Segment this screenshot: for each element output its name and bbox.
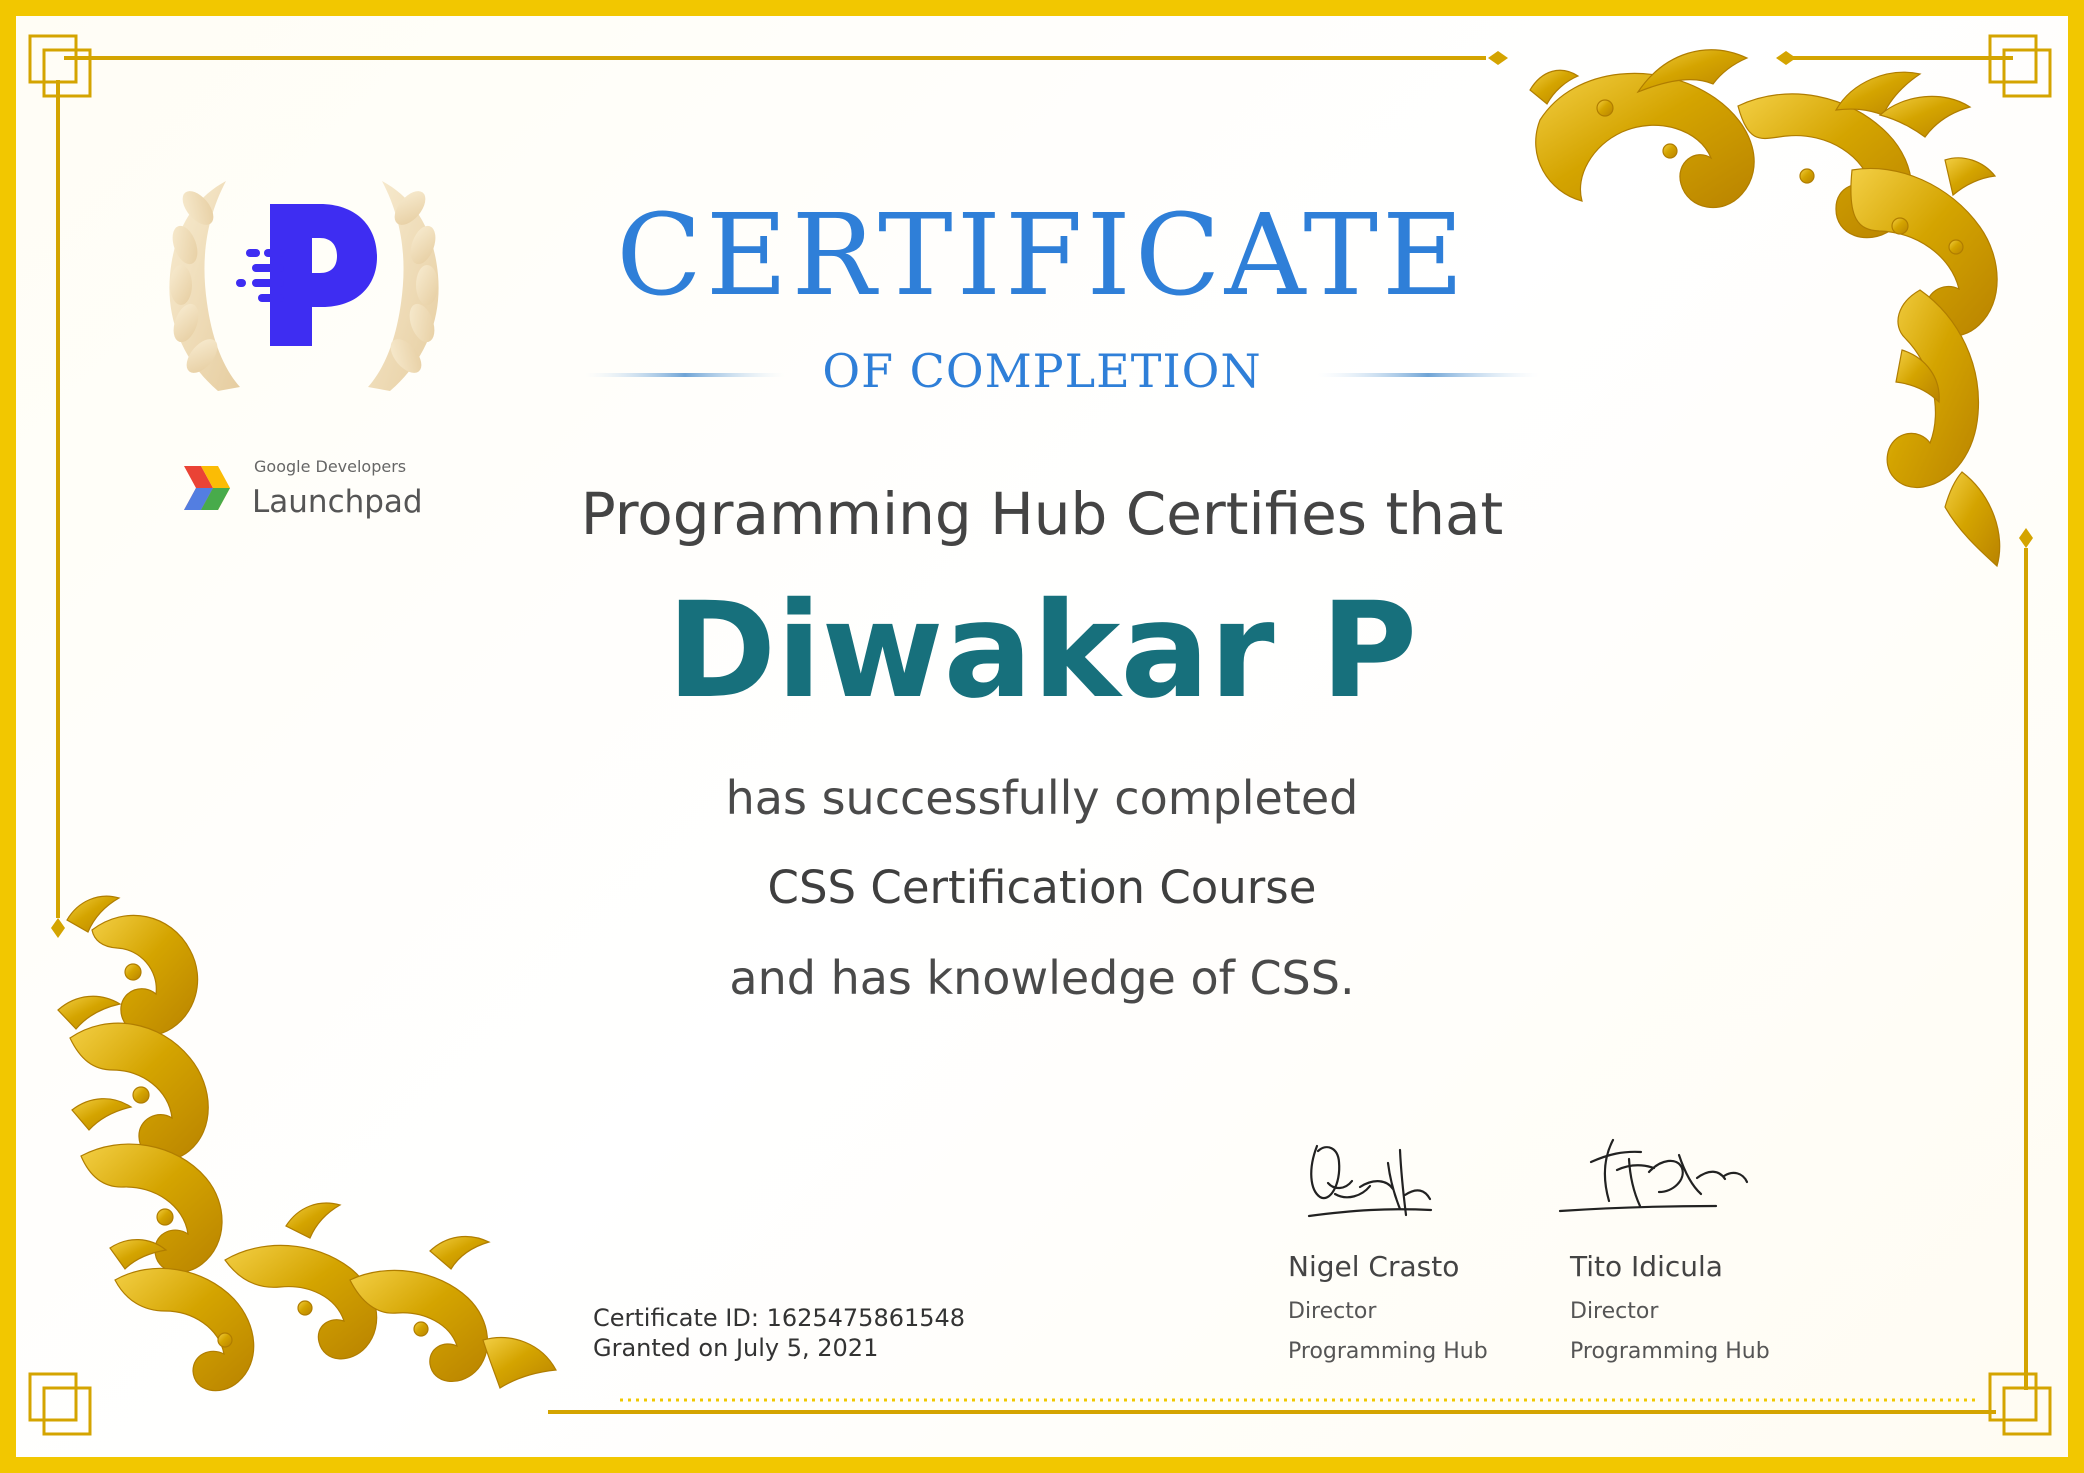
signature-tito-idicula-icon	[1560, 1140, 1747, 1211]
signature-nigel-crasto-icon	[1309, 1146, 1431, 1216]
left-line-diamond	[51, 918, 65, 938]
certificate-title: CERTIFICATE	[616, 191, 1468, 321]
success-line: has successfully completed	[725, 771, 1359, 825]
knowledge-line: and has knowledge of CSS.	[729, 951, 1355, 1005]
certifies-that-line: Programming Hub Certifies that	[580, 480, 1504, 548]
corner-square-bottom-right	[1990, 1374, 2050, 1434]
signatory-org-nigel: Programming Hub	[1288, 1339, 1488, 1364]
top-line-diamond-left	[1488, 51, 1508, 65]
certificate-subtitle: OF COMPLETION	[822, 344, 1262, 398]
google-developers-label: Google Developers	[254, 457, 407, 476]
corner-square-bottom-left	[30, 1374, 90, 1434]
recipient-name: Diwakar P	[666, 574, 1418, 728]
signatory-name-nigel: Nigel Crasto	[1288, 1250, 1460, 1283]
certificate-id: Certificate ID: 1625475861548	[593, 1304, 966, 1332]
signatory-name-tito: Tito Idicula	[1570, 1250, 1723, 1283]
signatory-role-nigel: Director	[1288, 1299, 1377, 1324]
course-name: CSS Certification Course	[767, 861, 1317, 914]
signatory-org-tito: Programming Hub	[1570, 1339, 1770, 1364]
top-line-diamond-right	[1776, 51, 1796, 65]
granted-date: Granted on July 5, 2021	[593, 1334, 879, 1362]
corner-square-top-right	[1990, 36, 2050, 96]
launchpad-label: Launchpad	[252, 484, 423, 520]
signatory-role-tito: Director	[1570, 1299, 1659, 1324]
